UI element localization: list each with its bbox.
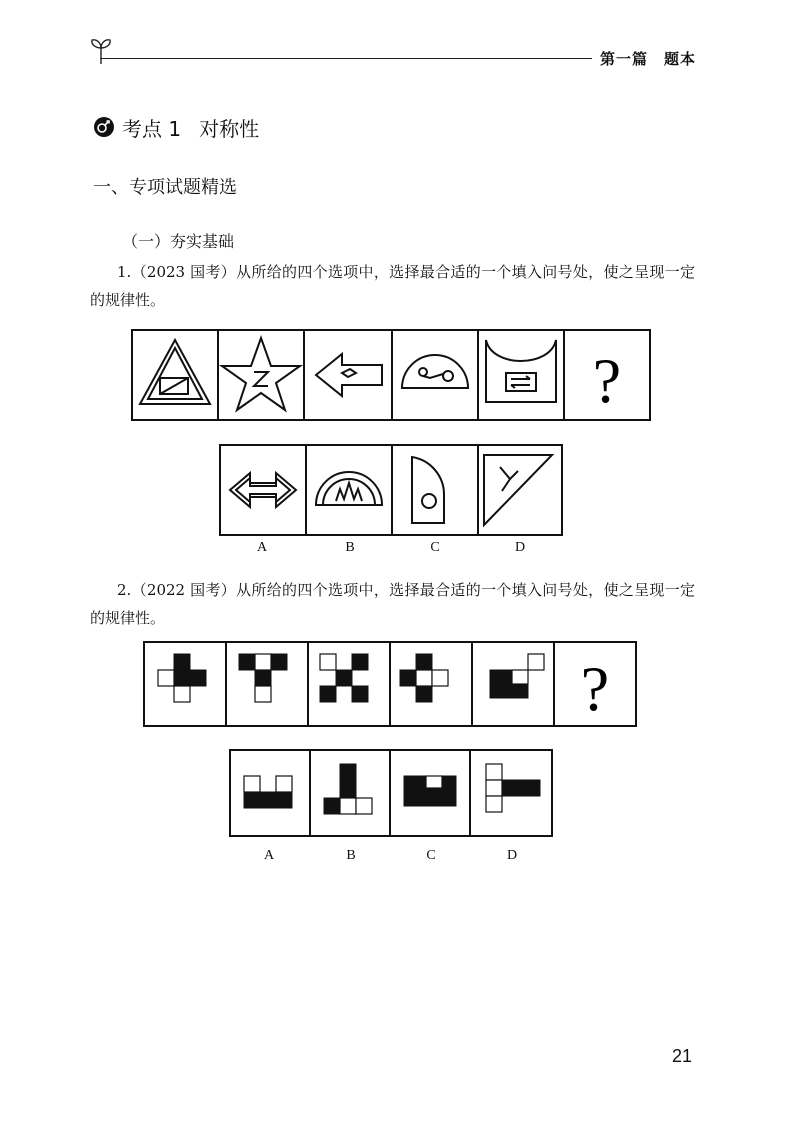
header-rule [100, 58, 592, 59]
section-badge-icon [93, 116, 115, 138]
q1-option-a-label[interactable]: A [256, 540, 268, 555]
option-b-figure[interactable] [316, 472, 382, 505]
figure-cup [486, 340, 556, 402]
q1-option-c-label[interactable]: C [430, 540, 440, 555]
section-name: 对称性 [199, 117, 260, 141]
option-d-figure[interactable] [484, 455, 552, 525]
q2-option-a-label[interactable]: A [263, 848, 275, 863]
sprout-icon [88, 36, 116, 66]
q2-option-b-label[interactable]: B [346, 848, 356, 863]
grid-figure-5 [490, 654, 544, 698]
option-c-figure[interactable] [404, 776, 456, 806]
question-mark: ? [580, 653, 610, 724]
question-1-sequence [130, 328, 660, 424]
figure-triangle [140, 340, 210, 404]
grid-figure-4 [400, 654, 448, 702]
question-1-options [218, 443, 568, 539]
grid-figure-2 [239, 654, 287, 702]
grid-figure-1 [158, 654, 206, 702]
question-mark: ? [592, 345, 622, 416]
q1-option-d-label[interactable]: D [514, 540, 526, 555]
option-d-figure[interactable] [486, 764, 540, 812]
q2-option-c-label[interactable]: C [426, 848, 436, 863]
question-2-text: 2.（2022 国考）从所给的四个选项中，选择最合适的一个填入问号处，使之呈现一定的规律性。 [90, 581, 695, 627]
figure-arrow-left [316, 354, 382, 396]
option-b-figure[interactable] [324, 764, 372, 814]
figure-star [222, 338, 300, 410]
section-number: 考点 1 [122, 117, 182, 141]
q2-option-d-label[interactable]: D [506, 848, 518, 863]
chapter-title: 第一篇 题本 [600, 50, 697, 68]
grid-figure-3 [320, 654, 368, 702]
question-2-sequence [142, 640, 642, 730]
figure-semicircle [402, 355, 468, 388]
option-a-figure[interactable] [230, 473, 296, 507]
heading-1: 一、专项试题精选 [93, 177, 237, 198]
page-number: 21 [672, 1046, 693, 1066]
q1-option-b-label[interactable]: B [345, 540, 355, 555]
question-1-text: 1.（2023 国考）从所给的四个选项中，选择最合适的一个填入问号处，使之呈现一定的规律性。 [90, 263, 695, 309]
option-a-figure[interactable] [244, 776, 292, 808]
heading-2: （一）夯实基础 [122, 232, 235, 251]
option-c-figure[interactable] [412, 457, 444, 523]
question-2-options [228, 748, 558, 840]
section-title [122, 113, 259, 142]
